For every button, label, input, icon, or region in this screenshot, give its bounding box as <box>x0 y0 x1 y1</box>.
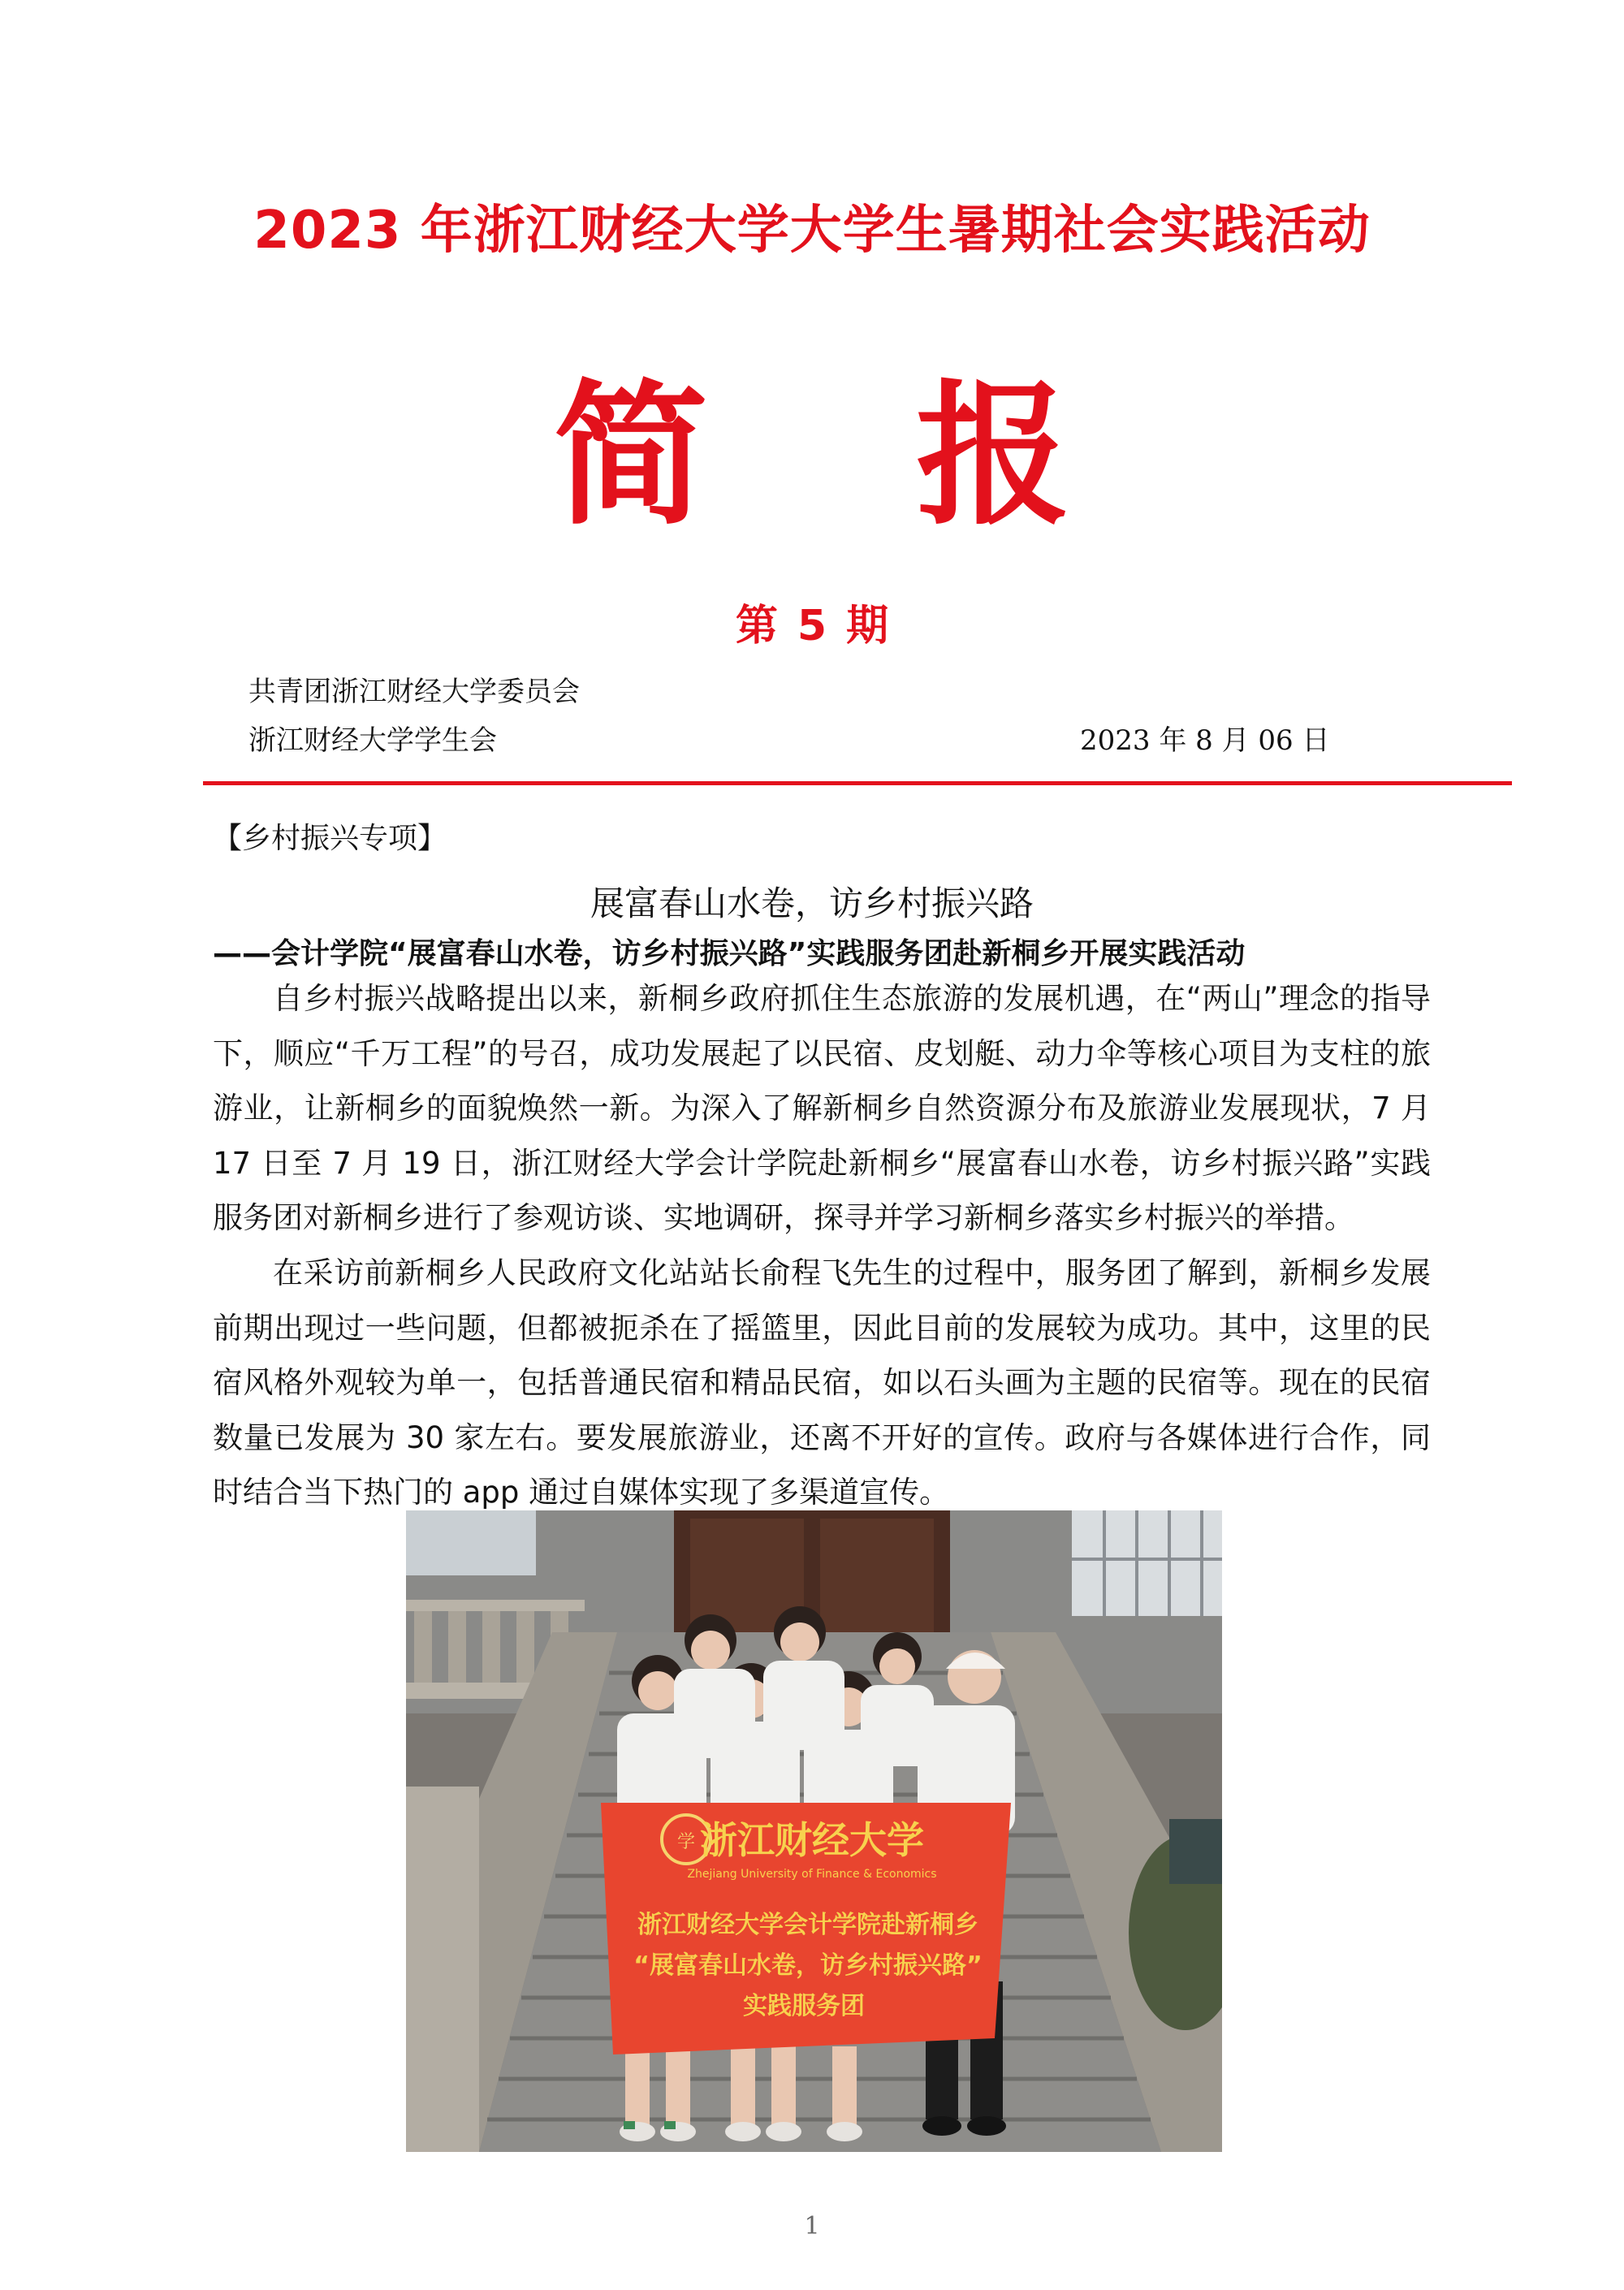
issue-number: 5 <box>797 602 827 650</box>
page-number: 1 <box>804 2212 820 2240</box>
issue-date: 2023 年 8 月 06 日 <box>1080 724 1330 757</box>
bulletin-header-title: 2023 年浙江财经大学大学生暑期社会实践活动 <box>253 201 1371 261</box>
article-subtitle: ——会计学院“展富春山水卷，访乡村振兴路”实践服务团赴新桐乡开展实践活动 <box>213 937 1246 970</box>
issue-prefix: 第 <box>735 602 778 650</box>
section-tag: 【乡村振兴专项】 <box>213 822 447 855</box>
paragraph: 在采访前新桐乡人民政府文化站站长俞程飞先生的过程中，服务团了解到，新桐乡发展前期出现过一些问题，但都被扼杀在了摇篮里，因此目前的发展较为成功。其中，这里的民宿风格外观较为单一，包括普通民宿和精品民宿，如以石头画为主题的民宿等。现在的民宿数量已发展为 30 家左右。要发展旅游业，还离不开好的宣传。政府与各媒体进行合作，同时结合当下热门的 app 通过自媒体实现了多渠道宣传。 <box>213 1255 1431 1510</box>
big-title-char-2: 报 <box>916 366 1071 546</box>
banner-line-4: “展富春山水卷，访乡村振兴路” <box>633 1951 983 1980</box>
issuer-org-2: 浙江财经大学学生会 <box>248 724 497 757</box>
issue-suffix: 期 <box>846 602 889 650</box>
banner-line-2: Zhejiang University of Finance & Economics <box>687 1868 937 1881</box>
banner-line-5: 实践服务团 <box>743 1992 865 2020</box>
article-body-1 <box>213 971 1431 1246</box>
issue-number-line <box>0 591 1624 652</box>
big-title-char-1: 简 <box>553 366 708 546</box>
article-body-2 <box>213 1246 1431 1520</box>
banner-line-3: 浙江财经大学会计学院赴新桐乡 <box>637 1911 978 1939</box>
article-title: 展富春山水卷，访乡村振兴路 <box>590 884 1034 923</box>
svg-text:学: 学 <box>676 1832 696 1852</box>
issuer-org-1: 共青团浙江财经大学委员会 <box>248 676 580 708</box>
group-photo <box>406 1510 1222 2152</box>
bulletin-big-title <box>0 366 1624 546</box>
banner-line-1: 浙江财经大学 <box>700 1818 924 1862</box>
header-divider <box>203 781 1512 785</box>
paragraph: 自乡村振兴战略提出以来，新桐乡政府抓住生态旅游的发展机遇，在“两山”理念的指导下，顺应“千万工程”的号召，成功发展起了以民宿、皮划艇、动力伞等核心项目为支柱的旅游业，让新桐乡的面貌焕然一新。为深入了解新桐乡自然资源分布及旅游业发展现状，7 月 17 日至 7 月 19 日，浙江财经大学会计学院赴新桐乡“展富春山水卷，访乡村振兴路”实践服务团对新桐乡进行了参观访谈、实地调研，探寻并学习新桐乡落实乡村振兴的举措。 <box>213 981 1431 1235</box>
